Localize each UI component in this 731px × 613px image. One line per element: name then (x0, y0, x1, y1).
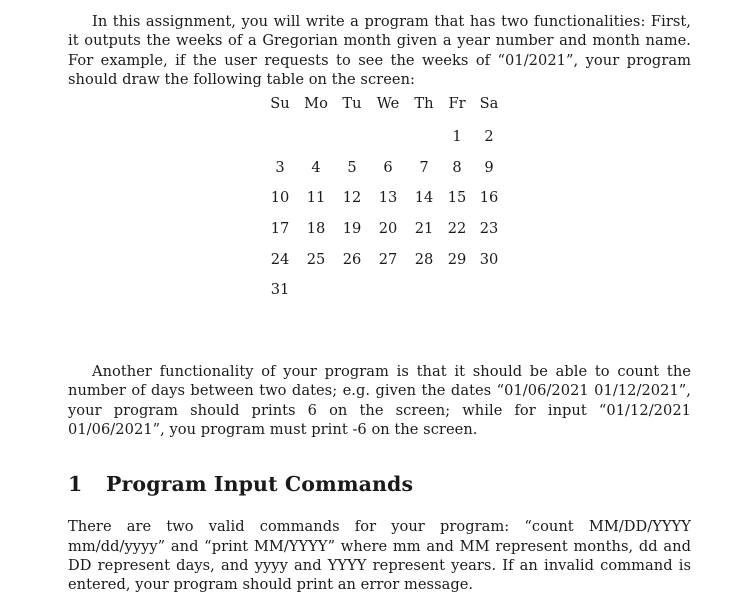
calendar-week-row (262, 183, 506, 214)
calendar-container (68, 95, 691, 325)
calendar-table (262, 95, 506, 305)
section-number: 1 (68, 472, 83, 497)
calendar-header-cell: Fr (448, 95, 466, 113)
section-title: Program Input Commands (106, 472, 414, 497)
document-page (68, 12, 691, 595)
calendar-week-row (262, 152, 506, 183)
calendar-day-cell: 16 (479, 189, 499, 207)
calendar-day-cell: 4 (311, 158, 321, 176)
calendar-day-cell: 14 (414, 189, 434, 207)
calendar-week-row (262, 244, 506, 275)
calendar-day-cell: 24 (270, 250, 290, 268)
calendar-day-cell: 25 (306, 250, 326, 268)
calendar-day-cell: 15 (447, 189, 467, 207)
intro-paragraph: In this assignment, you will write a program that has two functionalities: First, it outputs the weeks of a Gregorian month given a year number and month name. For example, if the user requests to see the weeks of “01/2021”, your program should draw the following table on the screen: (68, 13, 691, 88)
calendar-day-cell: 21 (414, 220, 434, 238)
calendar-day-cell (298, 275, 334, 306)
calendar-day-cell (262, 121, 298, 152)
section-heading (68, 472, 691, 496)
calendar-header-row (262, 95, 506, 121)
calendar-week-row (262, 213, 506, 244)
calendar-day-cell: 10 (270, 189, 290, 207)
calendar-week-row (262, 275, 506, 306)
calendar-day-cell: 17 (270, 220, 290, 238)
second-paragraph: Another functionality of your program is that it should be able to count the number of days between two dates; e.g. given the dates “01/06/2021 01/12/2021”, your program should prints 6 on the screen; while for input “01/12/2021 01/06/2021”, you program must print -6 on the screen. (68, 363, 691, 439)
calendar-header-cell: Mo (304, 95, 328, 113)
calendar-header-cell: Su (270, 95, 290, 113)
calendar-day-cell (442, 275, 472, 306)
calendar-day-cell: 1 (452, 128, 462, 146)
calendar-day-cell: 27 (378, 250, 398, 268)
calendar-day-cell (472, 275, 506, 306)
calendar-day-cell (334, 121, 370, 152)
calendar-day-cell (406, 121, 442, 152)
calendar-day-cell: 30 (479, 250, 499, 268)
calendar-day-cell: 2 (484, 128, 494, 146)
calendar-header-cell: Th (414, 95, 434, 113)
calendar-day-cell (370, 275, 406, 306)
calendar-day-cell: 9 (484, 158, 494, 176)
calendar-day-cell: 22 (447, 220, 467, 238)
calendar-day-cell (298, 121, 334, 152)
calendar-day-cell: 23 (479, 220, 499, 238)
calendar-day-cell: 8 (452, 158, 462, 176)
calendar-day-cell (406, 275, 442, 306)
calendar-day-cell: 7 (419, 158, 429, 176)
calendar-day-cell: 5 (347, 158, 357, 176)
calendar-day-cell: 18 (306, 220, 326, 238)
calendar-day-cell: 6 (383, 158, 393, 176)
calendar-day-cell: 29 (447, 250, 467, 268)
calendar-day-cell: 20 (378, 220, 398, 238)
calendar-day-cell: 12 (342, 189, 362, 207)
calendar-day-cell: 11 (306, 189, 326, 207)
calendar-header-cell: Tu (342, 95, 362, 113)
calendar-header-cell: Sa (479, 95, 499, 113)
calendar-day-cell: 13 (378, 189, 398, 207)
calendar-day-cell: 19 (342, 220, 362, 238)
calendar-day-cell: 3 (275, 158, 285, 176)
calendar-week-row (262, 121, 506, 152)
calendar-day-cell: 31 (270, 281, 290, 299)
calendar-header-cell: We (376, 95, 400, 113)
calendar-day-cell: 28 (414, 250, 434, 268)
commands-paragraph: There are two valid commands for your program: “count MM/DD/YYYY mm/dd/yyyy” and “print MM/YYYY” where mm and MM represent months, dd and DD represent days, and yyyy and YYYY represent years. If an invalid command is entered, your program should print an error message. (68, 518, 691, 594)
calendar-day-cell (334, 275, 370, 306)
calendar-day-cell (370, 121, 406, 152)
calendar-day-cell: 26 (342, 250, 362, 268)
